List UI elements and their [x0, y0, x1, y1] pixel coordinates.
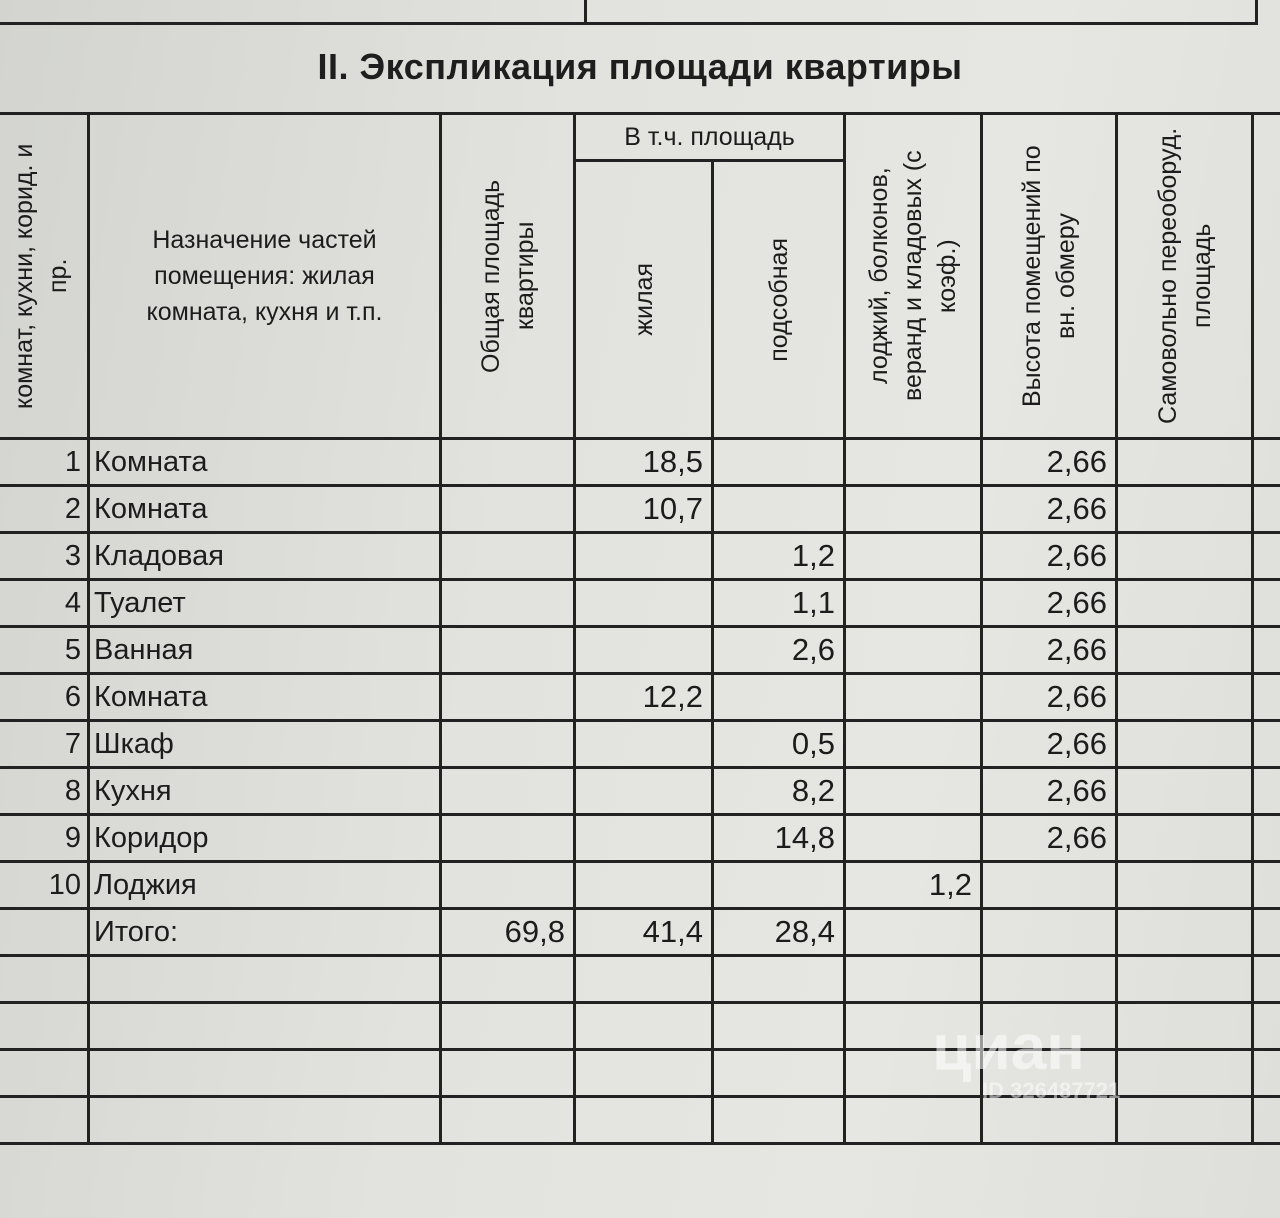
header-living-label: жилая	[629, 263, 658, 337]
row-number: 10	[0, 862, 89, 909]
living-area-cell	[575, 580, 713, 627]
totals-row	[0, 909, 1280, 956]
totals-living-area: 41,4	[575, 909, 713, 956]
extra-cell	[1253, 721, 1280, 768]
living-area-cell	[575, 768, 713, 815]
empty-row	[0, 1003, 1280, 1050]
header-rooms-col	[0, 114, 89, 439]
room-name: Туалет	[89, 580, 441, 627]
explication-table	[0, 112, 1280, 1145]
extra-cell	[1253, 627, 1280, 674]
top-frame-divider	[584, 0, 587, 24]
aux-area-cell: 1,1	[713, 580, 845, 627]
extra-cell	[1253, 580, 1280, 627]
aux-area-cell: 0,5	[713, 721, 845, 768]
header-auxiliary	[713, 161, 845, 439]
height-cell: 2,66	[982, 768, 1117, 815]
header-total-area-label: Общая площадь квартиры	[476, 179, 539, 373]
page-title: II. Экспликация площади квартиры	[317, 46, 963, 87]
height-cell: 2,66	[982, 533, 1117, 580]
header-unauthorized	[1117, 114, 1253, 439]
header-incl-area: В т.ч. площадь	[575, 114, 845, 161]
row-number: 7	[0, 721, 89, 768]
row-number: 5	[0, 627, 89, 674]
total-area-cell	[441, 627, 575, 674]
loggia-area-cell	[845, 439, 982, 486]
table-row	[0, 627, 1280, 674]
total-area-cell	[441, 721, 575, 768]
loggia-area-cell	[845, 580, 982, 627]
loggia-area-cell	[845, 674, 982, 721]
totals-aux-area: 28,4	[713, 909, 845, 956]
header-purpose: Назначение частей помещения: жилая комната, кухня и т.п.	[89, 114, 441, 439]
room-name: Комната	[89, 439, 441, 486]
header-height-label: Высота помещений по вн. обмеру	[1018, 145, 1080, 407]
total-area-cell	[441, 486, 575, 533]
totals-unauthorized	[1117, 909, 1253, 956]
unauthorized-cell	[1117, 674, 1253, 721]
loggia-area-cell	[845, 768, 982, 815]
aux-area-cell: 14,8	[713, 815, 845, 862]
height-cell: 2,66	[982, 486, 1117, 533]
aux-area-cell	[713, 486, 845, 533]
header-loggia	[845, 114, 982, 439]
height-cell: 2,66	[982, 439, 1117, 486]
totals-extra	[1253, 909, 1280, 956]
table-row	[0, 439, 1280, 486]
aux-area-cell	[713, 674, 845, 721]
room-name: Кухня	[89, 768, 441, 815]
header-auxiliary-label: подсобная	[764, 237, 793, 362]
table-row	[0, 815, 1280, 862]
top-frame-line	[0, 22, 1258, 25]
unauthorized-cell	[1117, 768, 1253, 815]
empty-row	[0, 1097, 1280, 1144]
room-name: Ванная	[89, 627, 441, 674]
table-row	[0, 533, 1280, 580]
empty-row	[0, 956, 1280, 1003]
table-row	[0, 580, 1280, 627]
living-area-cell	[575, 627, 713, 674]
living-area-cell: 12,2	[575, 674, 713, 721]
living-area-cell	[575, 815, 713, 862]
totals-height	[982, 909, 1117, 956]
room-name: Лоджия	[89, 862, 441, 909]
aux-area-cell: 1,2	[713, 533, 845, 580]
table-row	[0, 486, 1280, 533]
header-total-area	[441, 114, 575, 439]
table-row	[0, 674, 1280, 721]
room-name: Комната	[89, 674, 441, 721]
header-living	[575, 161, 713, 439]
header-unauthorized-label: Самовольно переоборуд. площадь	[1153, 127, 1216, 425]
aux-area-cell: 8,2	[713, 768, 845, 815]
unauthorized-cell	[1117, 533, 1253, 580]
height-cell: 2,66	[982, 580, 1117, 627]
loggia-area-cell	[845, 627, 982, 674]
room-name: Комната	[89, 486, 441, 533]
row-number: 6	[0, 674, 89, 721]
unauthorized-cell	[1117, 815, 1253, 862]
extra-cell	[1253, 486, 1280, 533]
cian-watermark-id: ID 326487721	[982, 1078, 1121, 1103]
loggia-area-cell: 1,2	[845, 862, 982, 909]
total-area-cell	[441, 439, 575, 486]
total-area-cell	[441, 815, 575, 862]
height-cell	[982, 862, 1117, 909]
unauthorized-cell	[1117, 721, 1253, 768]
totals-total-area: 69,8	[441, 909, 575, 956]
living-area-cell: 10,7	[575, 486, 713, 533]
living-area-cell	[575, 862, 713, 909]
total-area-cell	[441, 580, 575, 627]
header-height	[982, 114, 1117, 439]
unauthorized-cell	[1117, 580, 1253, 627]
unauthorized-cell	[1117, 862, 1253, 909]
row-number: 1	[0, 439, 89, 486]
table-row	[0, 721, 1280, 768]
cian-watermark: циан	[932, 1011, 1085, 1083]
height-cell: 2,66	[982, 627, 1117, 674]
total-area-cell	[441, 674, 575, 721]
top-frame-divider	[1255, 0, 1258, 24]
extra-cell	[1253, 768, 1280, 815]
header-extra-col	[1253, 114, 1280, 439]
header-rooms-col-label: комнат, кухни, корид. и пр.	[10, 143, 72, 409]
room-name: Шкаф	[89, 721, 441, 768]
unauthorized-cell	[1117, 486, 1253, 533]
header-row-top	[0, 114, 1280, 161]
total-area-cell	[441, 768, 575, 815]
row-number: 9	[0, 815, 89, 862]
unauthorized-cell	[1117, 627, 1253, 674]
total-area-cell	[441, 533, 575, 580]
extra-cell	[1253, 439, 1280, 486]
loggia-area-cell	[845, 486, 982, 533]
totals-loggia-area	[845, 909, 982, 956]
totals-number-cell	[0, 909, 89, 956]
living-area-cell	[575, 533, 713, 580]
extra-cell	[1253, 815, 1280, 862]
aux-area-cell	[713, 862, 845, 909]
row-number: 2	[0, 486, 89, 533]
total-area-cell	[441, 862, 575, 909]
loggia-area-cell	[845, 721, 982, 768]
living-area-cell: 18,5	[575, 439, 713, 486]
living-area-cell	[575, 721, 713, 768]
table-row	[0, 768, 1280, 815]
extra-cell	[1253, 674, 1280, 721]
extra-cell	[1253, 862, 1280, 909]
loggia-area-cell	[845, 533, 982, 580]
aux-area-cell: 2,6	[713, 627, 845, 674]
height-cell: 2,66	[982, 674, 1117, 721]
room-name: Кладовая	[89, 533, 441, 580]
unauthorized-cell	[1117, 439, 1253, 486]
aux-area-cell	[713, 439, 845, 486]
height-cell: 2,66	[982, 721, 1117, 768]
row-number: 8	[0, 768, 89, 815]
room-name: Коридор	[89, 815, 441, 862]
loggia-area-cell	[845, 815, 982, 862]
height-cell: 2,66	[982, 815, 1117, 862]
extra-cell	[1253, 533, 1280, 580]
totals-label: Итого:	[89, 909, 441, 956]
header-loggia-label: лоджий, болконов, веранд и кладовых (с коэф.)	[865, 150, 961, 402]
row-number: 4	[0, 580, 89, 627]
row-number: 3	[0, 533, 89, 580]
table-row	[0, 862, 1280, 909]
empty-row	[0, 1050, 1280, 1097]
